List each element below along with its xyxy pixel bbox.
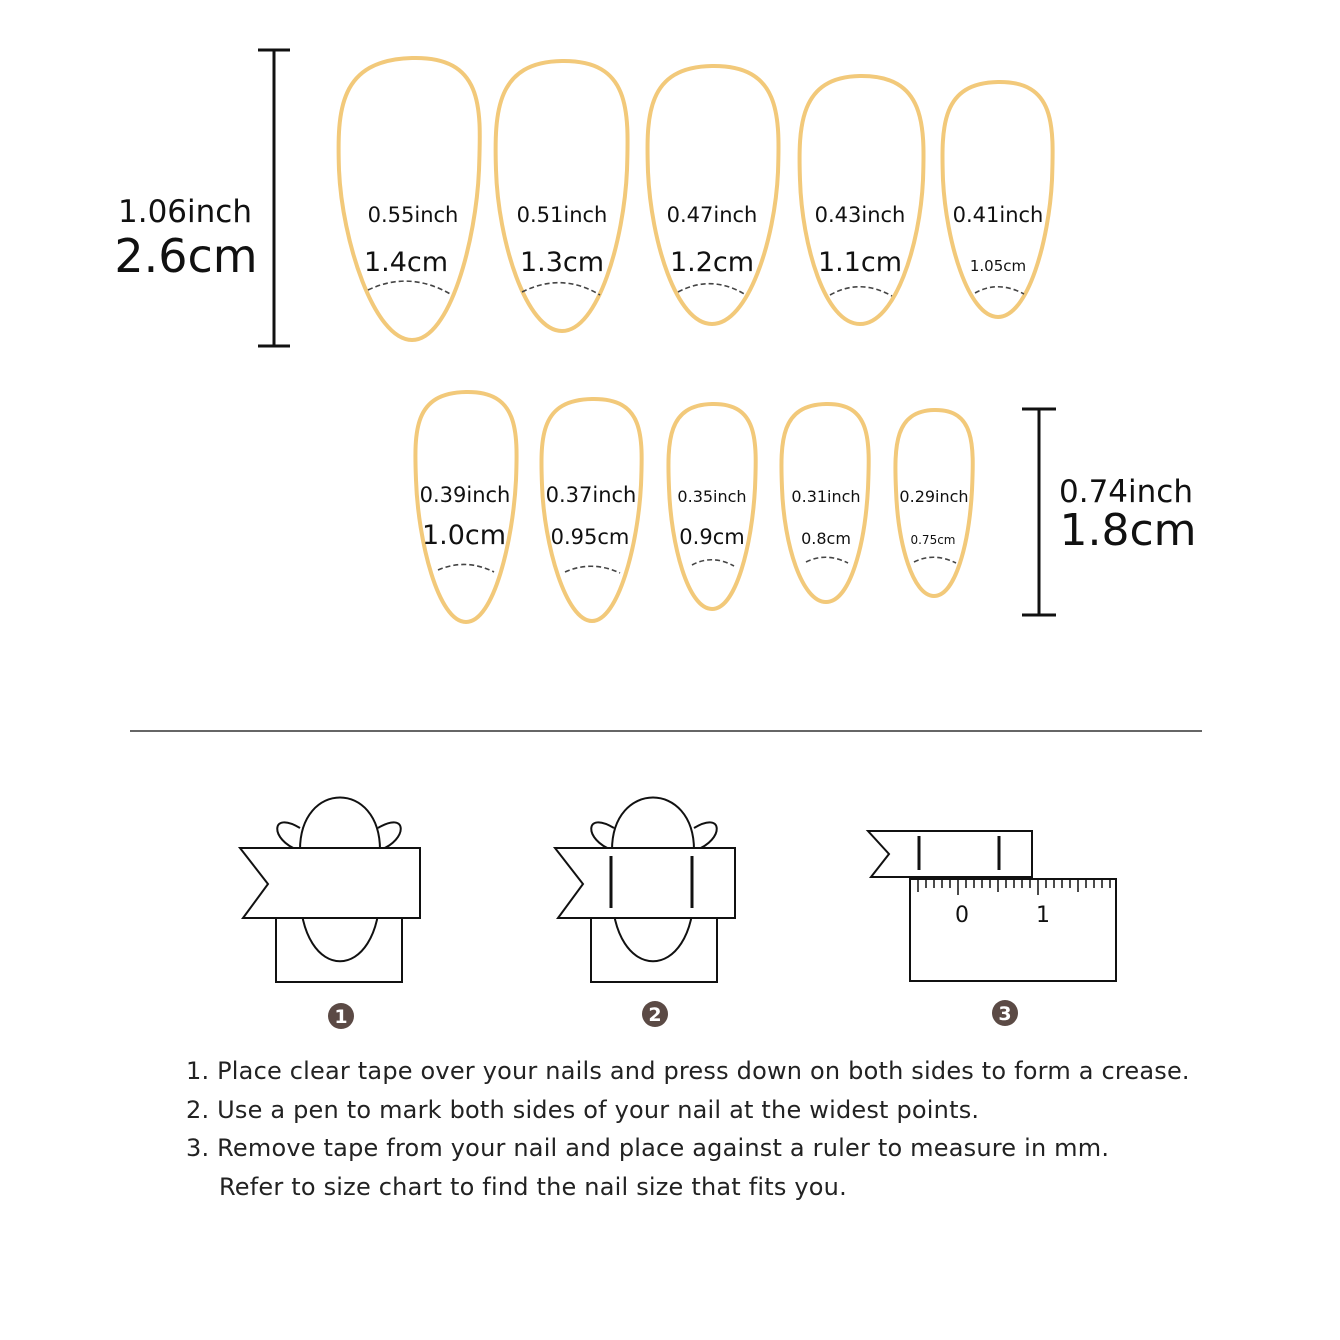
- nail-inch-label: 0.43inch: [814, 203, 906, 227]
- nail-shape-top-4: [800, 76, 924, 324]
- ruler: [910, 879, 1116, 981]
- nail-inch-label: 0.35inch: [677, 487, 747, 506]
- nail-cm-label: 1.1cm: [817, 247, 903, 278]
- bottom-height-bar: [1022, 409, 1056, 615]
- instruction-step-3-continued: Refer to size chart to find the nail size that fits you.: [219, 1172, 847, 1201]
- nail-shape-top-5: [942, 82, 1052, 317]
- step-badge-1: [328, 1003, 354, 1029]
- bottom-height-inch: 0.74inch: [1059, 474, 1193, 510]
- nail-inch-label: 0.37inch: [545, 483, 637, 507]
- nail-cm-label: 1.0cm: [421, 520, 507, 551]
- nail-shape-top-3: [648, 66, 779, 324]
- step-badge-3-number: 3: [998, 1003, 1012, 1025]
- step-3-illustration: [868, 831, 1116, 981]
- step-badge-3: [992, 1000, 1018, 1026]
- bottom-height-cm: 1.8cm: [1059, 505, 1197, 556]
- nail-inch-label: 0.41inch: [952, 203, 1044, 227]
- nail-inch-label: 0.47inch: [666, 203, 758, 227]
- nail-inch-label: 0.51inch: [516, 203, 608, 227]
- ruler-label-1: 1: [1036, 903, 1050, 928]
- nail-cm-label: 0.8cm: [801, 529, 851, 548]
- instruction-step-3: 3. Remove tape from your nail and place against a ruler to measure in mm.: [186, 1134, 1110, 1162]
- nail-cm-label: 0.9cm: [679, 525, 745, 549]
- top-height-inch: 1.06inch: [118, 194, 252, 230]
- top-height-cm: 2.6cm: [114, 229, 258, 283]
- nail-inch-label: 0.55inch: [367, 203, 459, 227]
- nail-shape-bottom-3: [668, 404, 755, 609]
- nail-shape-bottom-2: [541, 399, 641, 621]
- nail-shape-bottom-5: [895, 410, 972, 596]
- nail-inch-label: 0.29inch: [899, 487, 969, 506]
- nail-shape-bottom-4: [781, 404, 868, 602]
- step-badge-2: [642, 1001, 668, 1027]
- nail-shape-top-2: [496, 61, 628, 331]
- nail-inch-label: 0.39inch: [419, 483, 511, 507]
- step-badge-2-number: 2: [648, 1004, 662, 1026]
- nail-shape-bottom-1: [415, 392, 516, 622]
- instructions-list: [186, 1052, 1306, 1206]
- top-height-bar: [258, 50, 290, 346]
- step-badge-1-number: 1: [334, 1006, 348, 1028]
- step-1-illustration: [240, 798, 420, 983]
- nail-cm-label: 1.4cm: [363, 247, 449, 278]
- step-2-illustration: [555, 798, 735, 983]
- ruler-label-0: 0: [955, 903, 969, 928]
- nail-cm-label: 1.05cm: [969, 257, 1027, 275]
- nail-cm-label: 0.95cm: [550, 525, 630, 549]
- instruction-step-2: 2. Use a pen to mark both sides of your nail at the widest points.: [186, 1095, 980, 1124]
- nail-cm-label: 1.2cm: [669, 247, 755, 278]
- nail-inch-label: 0.31inch: [791, 487, 861, 506]
- tape-strip: [868, 831, 1032, 877]
- nail-shape-top-1: [339, 58, 480, 340]
- nail-cm-label: 0.75cm: [910, 533, 956, 547]
- nail-cm-label: 1.3cm: [519, 247, 605, 278]
- instruction-step-1: 1. Place clear tape over your nails and press down on both sides to form a crease.: [186, 1057, 1190, 1085]
